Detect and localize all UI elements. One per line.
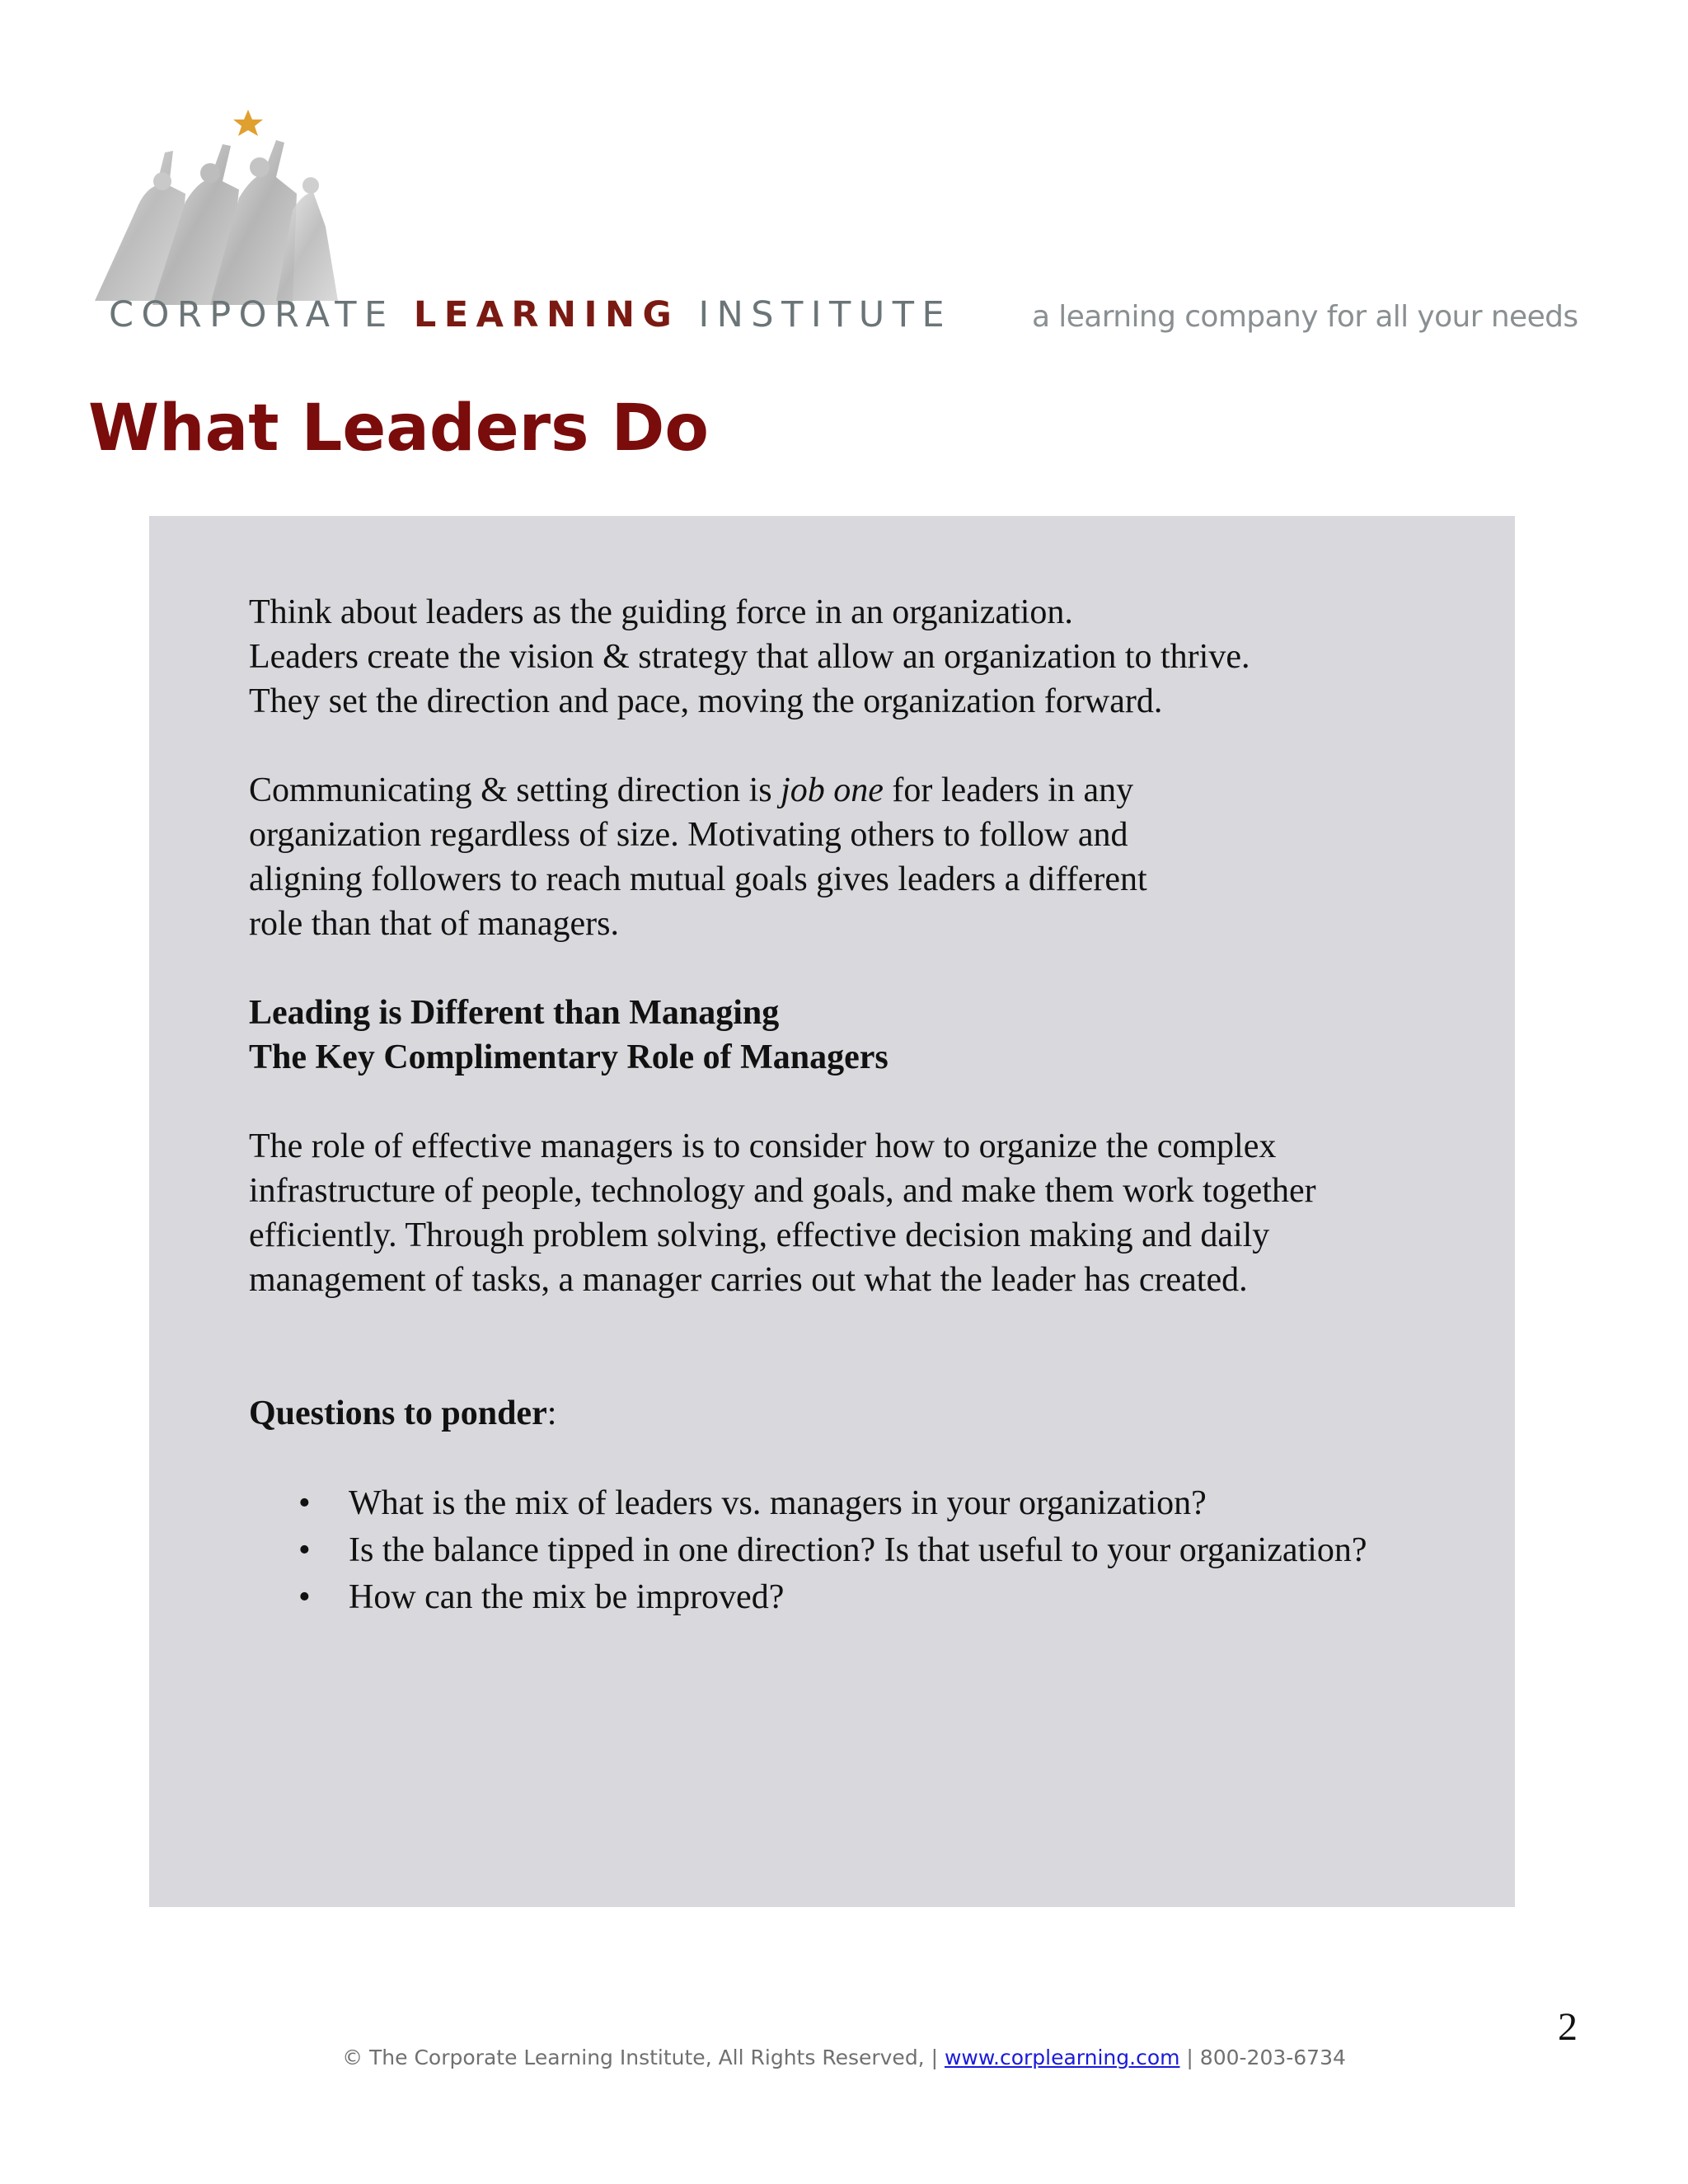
bullet-icon: • (298, 1484, 311, 1522)
questions-list (249, 1480, 1502, 1621)
footer-website-link[interactable]: www.corplearning.com (944, 2046, 1180, 2069)
brand-tagline: a learning company for all your needs (1032, 300, 1578, 334)
footer-separator: | (1179, 2046, 1200, 2069)
questions-heading-colon: : (546, 1394, 557, 1432)
question-text: How can the mix be improved? (349, 1578, 785, 1616)
subheading: Leading is Different than Managing (249, 994, 780, 1032)
content-body (249, 590, 1502, 1621)
para2-line: aligning followers to reach mutual goals gives leaders a different (249, 860, 1147, 898)
para2-line: organization regardless of size. Motivating others to follow and (249, 816, 1128, 854)
para2-line (249, 768, 1502, 813)
footer-phone: 800-203-6734 (1199, 2046, 1346, 2069)
bullet-icon: • (298, 1531, 311, 1569)
spacer (249, 724, 1502, 768)
question-text: Is the balance tipped in one direction? Is that useful to your organization? (349, 1531, 1367, 1569)
intro-line: Leaders create the vision & strategy that allow an organization to thrive. (249, 638, 1250, 676)
para2-text-before: Communicating & setting direction is (249, 771, 781, 809)
intro-line: They set the direction and pace, moving the organization forward. (249, 682, 1163, 720)
para3-line: The role of effective managers is to consider how to organize the complex (249, 1127, 1277, 1165)
para2-emphasis: job one (781, 771, 884, 809)
spacer (249, 1302, 1502, 1391)
brand-name-part3: INSTITUTE (679, 294, 953, 335)
spacer (249, 946, 1502, 991)
question-text: What is the mix of leaders vs. managers in your organization? (349, 1484, 1207, 1522)
intro-line: Think about leaders as the guiding force in an organization. (249, 593, 1073, 631)
footer (0, 2041, 1688, 2074)
para3-line: infrastructure of people, technology and goals, and make them work together (249, 1172, 1316, 1210)
list-item (249, 1480, 1502, 1527)
list-item (249, 1574, 1502, 1621)
subheading: The Key Complimentary Role of Managers (249, 1038, 889, 1076)
brand-wordmark (109, 290, 1592, 340)
spacer (249, 1436, 1502, 1480)
para2-text-after: for leaders in any (883, 771, 1134, 809)
header (0, 0, 1688, 354)
bullet-icon: • (298, 1578, 311, 1616)
brand-name-part2: LEARNING (413, 294, 680, 335)
spacer (249, 1080, 1502, 1124)
para3-line: management of tasks, a manager carries out what the leader has created. (249, 1261, 1248, 1299)
page-title: What Leaders Do (88, 391, 709, 466)
page-number: 2 (1558, 2005, 1578, 2049)
footer-copyright: © The Corporate Learning Institute, All Rights Reserved, | (342, 2046, 945, 2069)
brand-name (109, 290, 952, 340)
para3-line: efficiently. Through problem solving, effective decision making and daily (249, 1216, 1270, 1254)
questions-heading-text: Questions to ponder (249, 1394, 547, 1432)
brand-name-part1: CORPORATE (109, 294, 414, 335)
list-item (249, 1527, 1502, 1574)
questions-heading (249, 1391, 1502, 1436)
para2-line: role than that of managers. (249, 905, 619, 943)
content-box (149, 516, 1515, 1907)
